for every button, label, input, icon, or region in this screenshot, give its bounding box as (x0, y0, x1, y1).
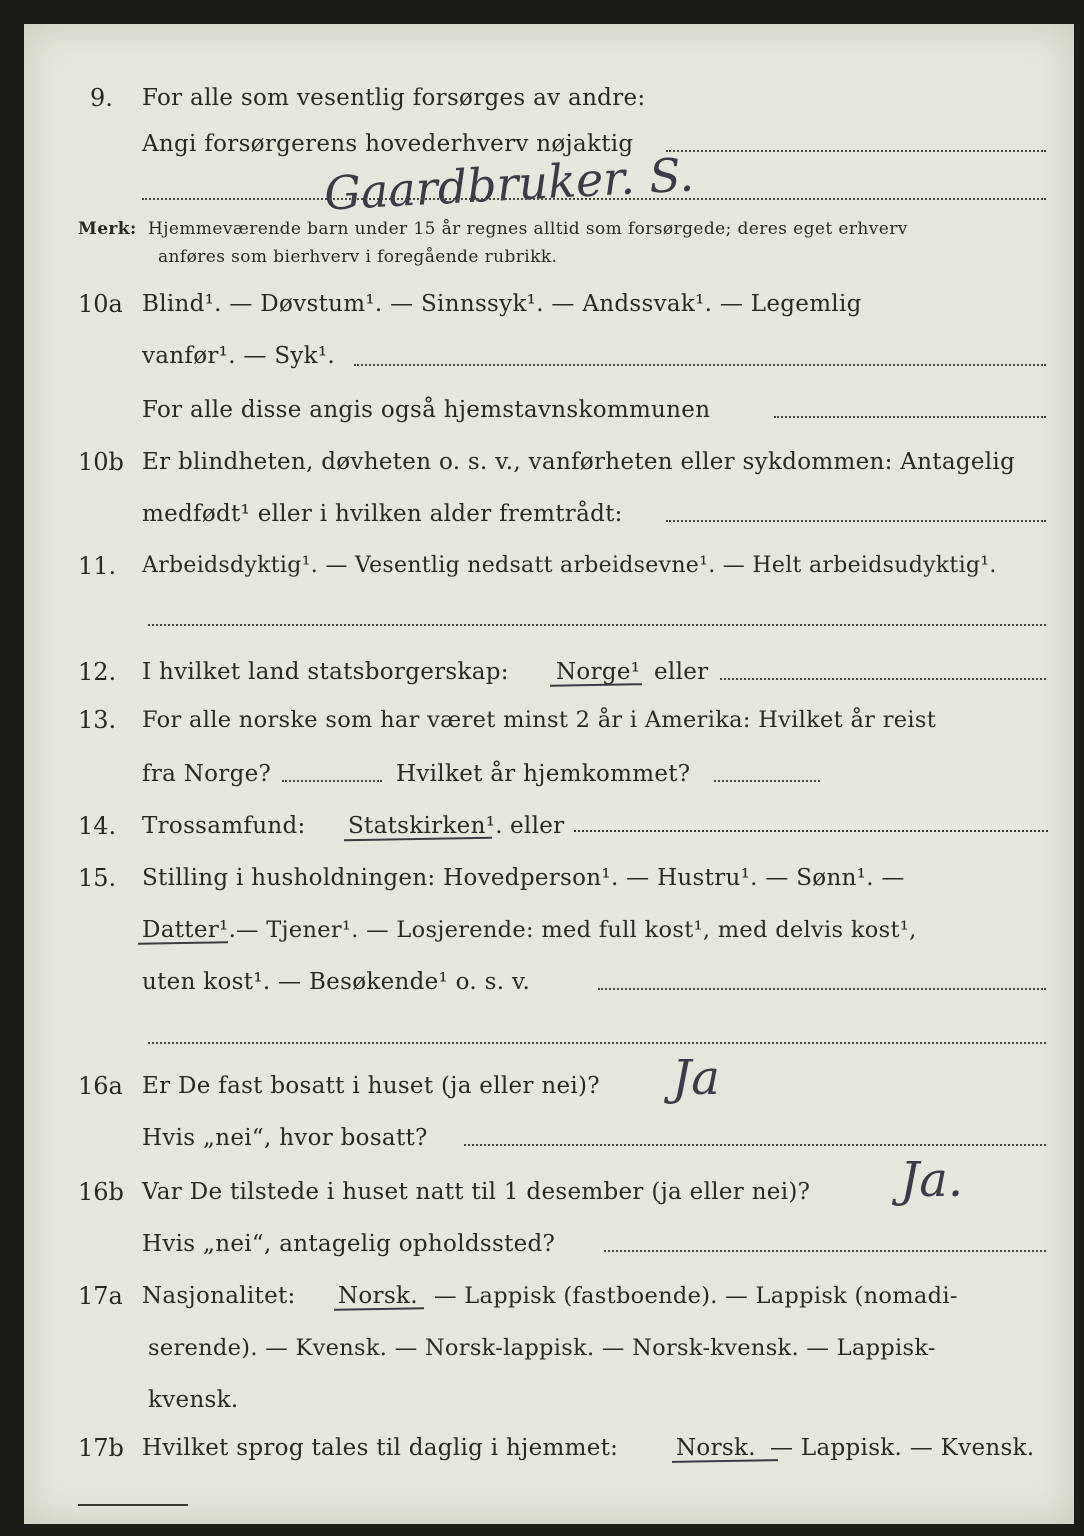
q16b-line2: Hvis „nei“, antagelig opholdssted? (142, 1231, 556, 1257)
merk-line2: anføres som bierhverv i foregående rubrikk. (158, 247, 558, 267)
q14-pre: Trossamfund: (142, 813, 306, 839)
q14-post: eller (510, 813, 565, 839)
q9-number: 9. (90, 84, 113, 112)
q17a-norsk: Norsk. (338, 1283, 418, 1309)
q15-datter: Datter¹. (142, 917, 237, 943)
q10a-line3: For alle disse angis også hjemstavnskommunen (142, 397, 711, 423)
q11-fill-line (148, 624, 1046, 626)
q10b-fill-line (666, 520, 1046, 522)
q15-fill-line (598, 988, 1046, 990)
q13-line2b: Hvilket år hjemkommet? (396, 761, 691, 787)
q10b-line2: medfødt¹ eller i hvilken alder fremtrådt: (142, 501, 623, 527)
footnote-rule (78, 1504, 188, 1506)
q16b-line1: Var De tilstede i huset natt til 1 desember (ja eller nei)? (142, 1179, 811, 1205)
q17b-norsk-underline (672, 1459, 778, 1463)
q14-fill-line (574, 830, 1048, 832)
q12-pre: I hvilket land statsborgerskap: (142, 659, 509, 685)
q13-number: 13. (78, 706, 117, 734)
q16a-handwritten-answer: Ja (672, 1050, 720, 1106)
q15-datter-underline (138, 941, 228, 945)
q17b-number: 17b (78, 1434, 124, 1462)
q15-line1: Stilling i husholdningen: Hovedperson¹. — Hustru¹. — Sønn¹. — (142, 865, 905, 891)
q16a-line1: Er De fast bosatt i huset (ja eller nei)? (142, 1073, 600, 1099)
q11-number: 11. (78, 552, 117, 580)
q10a-number: 10a (78, 290, 123, 318)
q13-line2a: fra Norge? (142, 761, 272, 787)
q9-line2: Angi forsørgerens hovederhverv nøjaktig (142, 131, 634, 157)
q17a-line3: kvensk. (148, 1387, 239, 1413)
q10a-line1: Blind¹. — Døvstum¹. — Sinnssyk¹. — Andssvak¹. — Legemlig (142, 291, 862, 317)
q13-fill-line-1 (282, 780, 382, 782)
q12-number: 12. (78, 658, 117, 686)
q15-fill-line-2 (148, 1042, 1046, 1044)
q14-statskirken: Statskirken¹. (348, 813, 503, 839)
merk-line1: Hjemmeværende barn under 15 år regnes alltid som forsørgede; deres eget erhverv (148, 219, 908, 239)
q17a-pre: Nasjonalitet: (142, 1283, 296, 1309)
q17b-post: — Lappisk. — Kvensk. (770, 1435, 1035, 1461)
q12-post: eller (654, 659, 709, 685)
q16a-line2: Hvis „nei“, hvor bosatt? (142, 1125, 428, 1151)
q12-fill-line (720, 678, 1046, 680)
q15-number: 15. (78, 864, 117, 892)
q17a-line1-rest: — Lappisk (fastboende). — Lappisk (nomadi- (434, 1283, 958, 1309)
q10a-fill-line-2 (774, 416, 1046, 418)
form-page (24, 24, 1074, 1524)
q16b-handwritten-answer: Ja. (900, 1152, 964, 1208)
q9-handwritten-answer: Gaardbruker. S. (322, 147, 696, 221)
q17a-number: 17a (78, 1282, 123, 1310)
q10a-fill-line (354, 364, 1046, 366)
q13-line1: For alle norske som har været minst 2 år i Amerika: Hvilket år reist (142, 707, 937, 733)
q17b-norsk: Norsk. (676, 1435, 756, 1461)
q12-norge: Norge¹ (556, 659, 641, 685)
q12-norge-underline (550, 683, 642, 687)
q9-line1: For alle som vesentlig forsørges av andre: (142, 85, 646, 111)
q10b-line1: Er blindheten, døvheten o. s. v., vanførheten eller sykdommen: Antagelig (142, 449, 1016, 475)
q9-fill-line (666, 150, 1046, 152)
q17a-norsk-underline (334, 1307, 424, 1311)
q14-number: 14. (78, 812, 117, 840)
q13-fill-line-2 (714, 780, 820, 782)
q15-line2-rest: — Tjener¹. — Losjerende: med full kost¹, med delvis kost¹, (236, 917, 917, 943)
q16a-number: 16a (78, 1072, 123, 1100)
q17a-line2: serende). — Kvensk. — Norsk-lappisk. — Norsk-kvensk. — Lappisk- (148, 1335, 936, 1361)
merk-label: Merk: (78, 219, 137, 239)
q16a-fill-line (464, 1144, 1046, 1146)
q15-line3: uten kost¹. — Besøkende¹ o. s. v. (142, 969, 531, 995)
q16b-fill-line (604, 1250, 1046, 1252)
q17b-pre: Hvilket sprog tales til daglig i hjemmet: (142, 1435, 619, 1461)
q9-fill-line-2 (142, 198, 1046, 200)
q11-line1: Arbeidsdyktig¹. — Vesentlig nedsatt arbeidsevne¹. — Helt arbeidsudyktig¹. (142, 553, 997, 578)
q10b-number: 10b (78, 448, 124, 476)
q10a-line2: vanfør¹. — Syk¹. (142, 343, 336, 369)
q16b-number: 16b (78, 1178, 124, 1206)
